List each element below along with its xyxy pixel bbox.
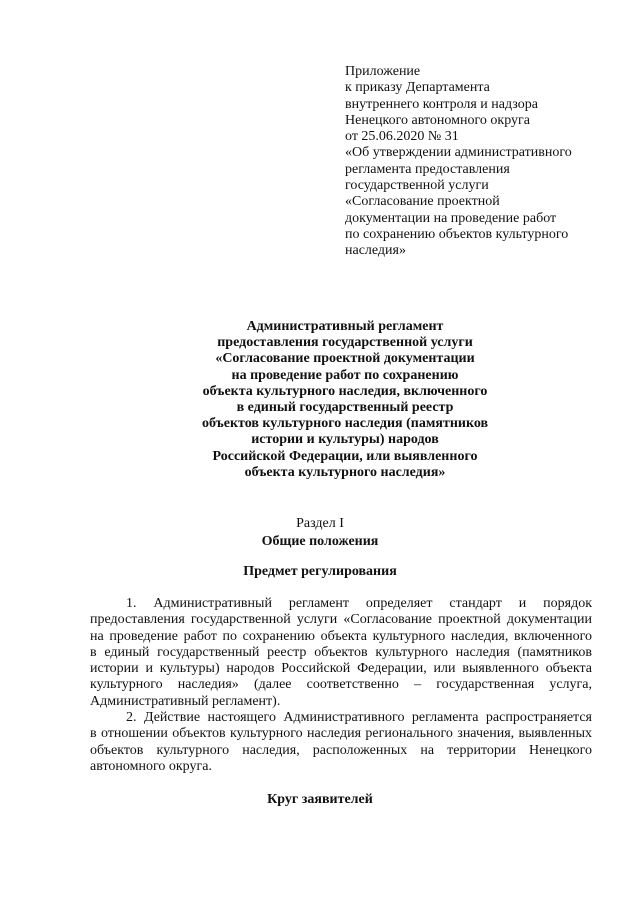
paragraph-line: объектов культурного наследия, расположенных на территории Ненецкого	[90, 742, 592, 758]
paragraph-2	[90, 710, 592, 775]
appendix-line: регламента предоставления	[345, 161, 510, 177]
title-line: «Согласование проектной документации	[215, 351, 475, 367]
title-line: Административный регламент	[246, 319, 444, 334]
appendix-line: Приложение	[345, 64, 421, 79]
paragraph-line: в отношении объектов культурного наследия регионального значения, выявленных	[90, 726, 592, 742]
paragraph-line: 2. Действие настоящего Административного регламента распространяется	[126, 710, 592, 725]
appendix-line: к приказу Департамента	[345, 80, 490, 96]
title-line: истории и культуры) народов	[251, 432, 439, 448]
paragraph-line: на проведение работ по сохранению объекта культурного наследия, включенного	[90, 628, 592, 644]
appendix-line: от 25.06.2020 № 31	[345, 129, 459, 145]
title-line: объекта культурного наследия»	[244, 464, 446, 480]
paragraph-line: истории и культуры) народов Российской Федерации, или выявленного объекта	[90, 661, 592, 677]
appendix-line: «Согласование проектной	[345, 194, 500, 210]
paragraph-line: предоставления государственной услуги «Согласование проектной документации	[90, 612, 592, 628]
paragraph-line: 1. Административный регламент определяет стандарт и порядок	[126, 596, 592, 611]
title-line: объекта культурного наследия, включенного	[202, 383, 488, 399]
applicants-heading: Круг заявителей	[267, 792, 373, 807]
title-line: Российской Федерации, или выявленного	[212, 448, 478, 464]
appendix-line: по сохранению объектов культурного	[345, 226, 569, 242]
appendix-header	[345, 64, 605, 260]
title-line: на проведение работ по сохранению	[231, 367, 459, 383]
subject-heading: Предмет регулирования	[243, 564, 397, 579]
title-line: объектов культурного наследия (памятников	[201, 416, 489, 432]
title-line: в единый государственный реестр	[236, 400, 454, 416]
section-name: Общие положения	[261, 534, 379, 549]
appendix-line: государственной услуги	[345, 178, 489, 194]
paragraph-1	[90, 596, 592, 710]
paragraph-line: автономного округа.	[90, 758, 212, 774]
paragraph-line: Административный регламент).	[90, 693, 281, 709]
title-line: предоставления государственной услуги	[217, 335, 473, 351]
appendix-line: «Об утверждении административного	[345, 145, 572, 161]
appendix-line: документации на проведение работ	[345, 210, 557, 226]
paragraph-line: культурного наследия» (далее соответственно – государственная услуга,	[90, 677, 592, 693]
appendix-line: Ненецкого автономного округа	[345, 112, 530, 128]
document-title	[150, 319, 540, 481]
appendix-line: наследия»	[345, 243, 406, 259]
appendix-line: внутреннего контроля и надзора	[345, 96, 538, 112]
paragraph-line: в единый государственный реестр объектов культурного наследия (памятников	[90, 644, 592, 660]
section-number: Раздел I	[296, 516, 344, 531]
